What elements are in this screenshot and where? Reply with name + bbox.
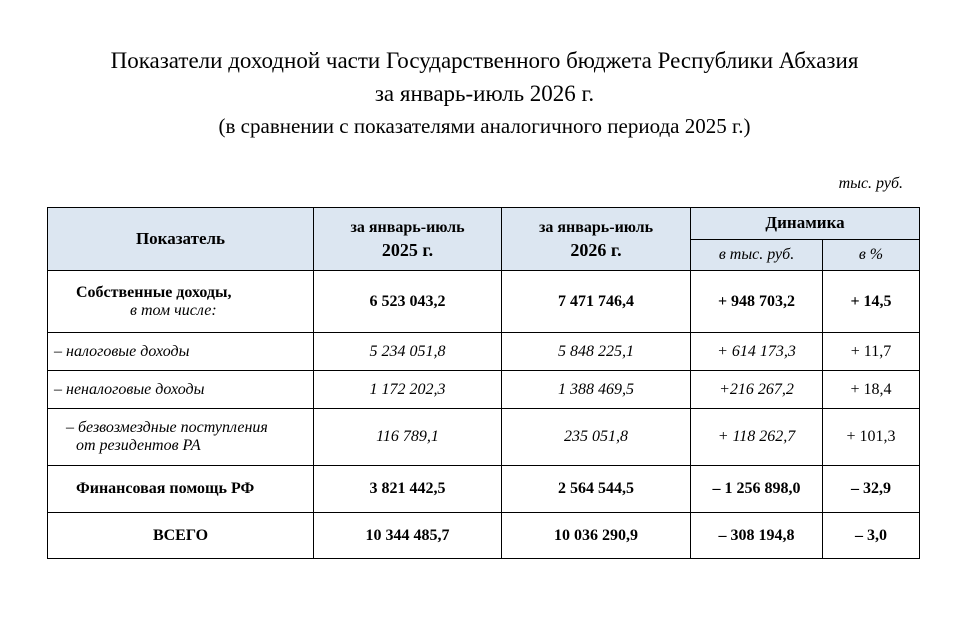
- row-gift-2026: 235 051,8: [502, 409, 691, 466]
- table-row: [48, 466, 920, 513]
- row-aid-pct: – 32,9: [823, 466, 920, 513]
- row-gift-label-line1: – безвозмездные поступления: [66, 419, 268, 436]
- header-2026: [502, 208, 691, 271]
- header-2026-line2: 2026 г.: [570, 240, 622, 260]
- row-nontax-2025: 1 172 202,3: [314, 371, 502, 409]
- row-gift-label: [48, 409, 314, 466]
- row-aid-2025: 3 821 442,5: [314, 466, 502, 513]
- header-2025-line1: за январь-июль: [350, 219, 465, 236]
- row-aid-label: Финансовая помощь РФ: [48, 466, 314, 513]
- table-row: [48, 271, 920, 333]
- row-nontax-label: – неналоговые доходы: [48, 371, 314, 409]
- table-row: [48, 513, 920, 559]
- row-gift-abs: + 118 262,7: [691, 409, 823, 466]
- row-tax-2026: 5 848 225,1: [502, 333, 691, 371]
- row-total-2025: 10 344 485,7: [314, 513, 502, 559]
- row-nontax-pct: + 18,4: [823, 371, 920, 409]
- unit-label: тыс. руб.: [838, 175, 903, 192]
- row-own-2025: 6 523 043,2: [314, 271, 502, 333]
- row-own-2026: 7 471 746,4: [502, 271, 691, 333]
- document-title: [0, 44, 969, 143]
- row-own-pct: + 14,5: [823, 271, 920, 333]
- row-gift-2025: 116 789,1: [314, 409, 502, 466]
- row-nontax-abs: +216 267,2: [691, 371, 823, 409]
- row-tax-pct: + 11,7: [823, 333, 920, 371]
- header-indicator: Показатель: [48, 208, 314, 271]
- row-tax-abs: + 614 173,3: [691, 333, 823, 371]
- row-gift-label-line2: от резидентов РА: [76, 437, 201, 454]
- row-own-label-line2: в том числе:: [130, 301, 217, 319]
- header-2025: [314, 208, 502, 271]
- row-own-label: [48, 271, 314, 333]
- budget-table: [47, 207, 920, 559]
- table-row: [48, 333, 920, 371]
- row-tax-2025: 5 234 051,8: [314, 333, 502, 371]
- title-line-3: (в сравнении с показателями аналогичного периода 2025 г.): [218, 114, 751, 138]
- row-own-label-line1: Собственные доходы,: [76, 283, 232, 301]
- header-dyn-abs: в тыс. руб.: [691, 239, 823, 271]
- header-2025-line2: 2025 г.: [381, 240, 434, 260]
- row-gift-pct: + 101,3: [823, 409, 920, 466]
- row-total-abs: – 308 194,8: [691, 513, 823, 559]
- row-aid-2026: 2 564 544,5: [502, 466, 691, 513]
- title-line-1: Показатели доходной части Государственного бюджета Республики Абхазия: [110, 48, 859, 73]
- header-2026-line1: за январь-июль: [538, 219, 654, 236]
- row-aid-abs: – 1 256 898,0: [691, 466, 823, 513]
- row-total-pct: – 3,0: [823, 513, 920, 559]
- row-tax-label: – налоговые доходы: [48, 333, 314, 371]
- table-row: [48, 371, 920, 409]
- row-total-2026: 10 036 290,9: [502, 513, 691, 559]
- row-total-label: ВСЕГО: [48, 513, 314, 559]
- header-row: [48, 208, 920, 240]
- row-nontax-2026: 1 388 469,5: [502, 371, 691, 409]
- header-dynamics: Динамика: [691, 208, 920, 240]
- header-dyn-pct: в %: [823, 239, 920, 271]
- table-row: [48, 409, 920, 466]
- row-own-abs: + 948 703,2: [691, 271, 823, 333]
- title-line-2: за январь-июль 2026 г.: [374, 81, 595, 106]
